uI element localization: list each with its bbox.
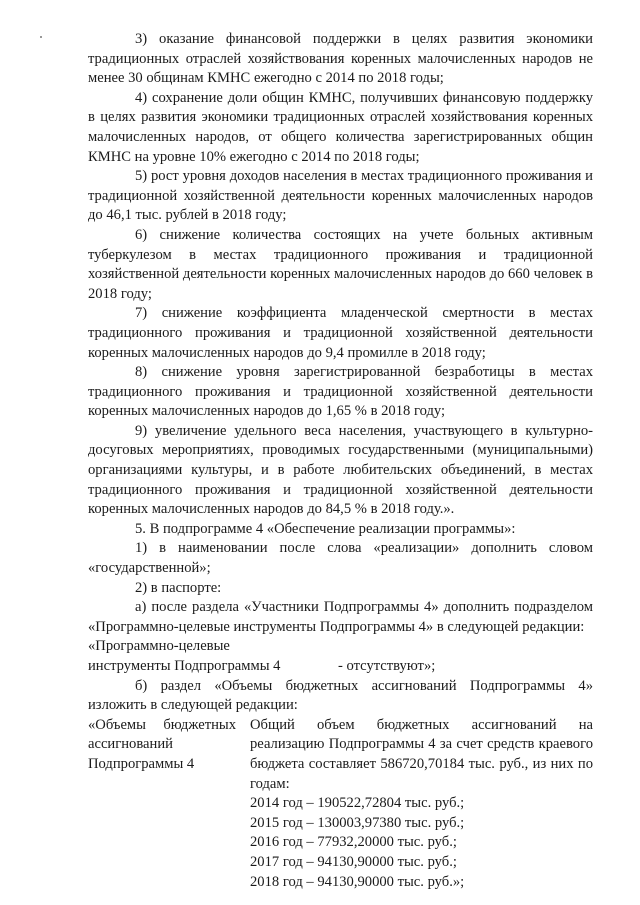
insert-label: инструменты Подпрограммы 4: [88, 658, 281, 674]
paragraph-sub-1: 1) в наименовании после слова «реализации» дополнить словом «государственной»;: [88, 540, 593, 577]
budget-table-content: [250, 716, 593, 892]
paragraph-item-7: 7) снижение коэффициента младенческой смертности в местах традиционного проживания и традиционной хозяйственной деятельности коренных малочисленных народов до 9,4 промилле в 2018 году;: [88, 305, 593, 361]
budget-year-2016: 2016 год – 77932,20000 тыс. руб.;: [250, 834, 457, 851]
insert-block: [88, 637, 593, 676]
insert-value: - отсутствуют»;: [338, 658, 436, 674]
budget-year-2018: 2018 год – 94130,90000 тыс. руб.»;: [250, 873, 465, 890]
paragraph-item-4: 4) сохранение доли общин КМНС, получивших финансовую поддержку в целях развития экономики традиционных отраслей хозяйствования коренных малочисленных народов, от общего количества зарегистрированных общин КМНС на уровне 10% ежегодно с 2014 по 2018 годы;: [88, 89, 593, 165]
paragraph-item-3: 3) оказание финансовой поддержки в целях развития экономики традиционных отраслей хозяйствования коренных малочисленных народов не менее 30 общинам КМНС ежегодно с 2014 по 2018 годы;: [88, 31, 593, 87]
paragraph-item-8: 8) снижение уровня зарегистрированной безработицы в местах традиционного проживания и традиционной хозяйственной деятельности коренных малочисленных народов до 1,65 % в 2018 году;: [88, 364, 593, 420]
budget-year-2017: 2017 год – 94130,90000 тыс. руб.;: [250, 853, 457, 870]
budget-table-label: «Объемы бюджетных ассигнований Подпрограммы 4: [88, 716, 236, 772]
paragraph-section-5: 5. В подпрограмме 4 «Обеспечение реализации программы»:: [135, 520, 516, 537]
paragraph-sub-2: 2) в паспорте:: [135, 579, 222, 596]
paragraph-item-6: 6) снижение количества состоящих на учете больных активным туберкулезом в местах традиционного проживания и традиционной хозяйственной деятельности коренных малочисленных народов до 660 человек в 2018 году;: [88, 226, 593, 302]
budget-year-2015: 2015 год – 130003,97380 тыс. руб.;: [250, 814, 465, 831]
paragraph-item-9: 9) увеличение удельного веса населения, участвующего в культурно-досуговых мероприятиях, проводимых государственными (муниципальными) организациями культуры, и в работе любительских объединений, в местах традиционного проживания и традиционной хозяйственной деятельности коренных малочисленных народов до 84,5 % в 2018 году.».: [88, 422, 593, 518]
paragraph-sub-a: а) после раздела «Участники Подпрограммы 4» дополнить подразделом «Программно-целевые инструменты Подпрограммы 4» в следующей редакции:: [88, 599, 593, 635]
budget-table: [88, 716, 593, 892]
paragraph-item-5: 5) рост уровня доходов населения в местах традиционного проживания и традиционной хозяйственной деятельности коренных малочисленных народов до 46,1 тыс. рублей в 2018 году;: [88, 168, 593, 224]
document-page: [88, 30, 593, 892]
budget-intro: Общий объем бюджетных ассигнований на реализацию Подпрограммы 4 за счет средств краевого бюджета составляет 586720,70184 тыс. руб., из них по годам:: [250, 716, 593, 792]
insert-line-1: «Программно-целевые: [88, 638, 230, 655]
paragraph-sub-b: б) раздел «Объемы бюджетных ассигнований Подпрограммы 4» изложить в следующей редакции:: [88, 677, 593, 714]
scan-dot: [40, 36, 42, 38]
insert-row: [88, 657, 593, 677]
budget-year-2014: 2014 год – 190522,72804 тыс. руб.;: [250, 795, 465, 812]
